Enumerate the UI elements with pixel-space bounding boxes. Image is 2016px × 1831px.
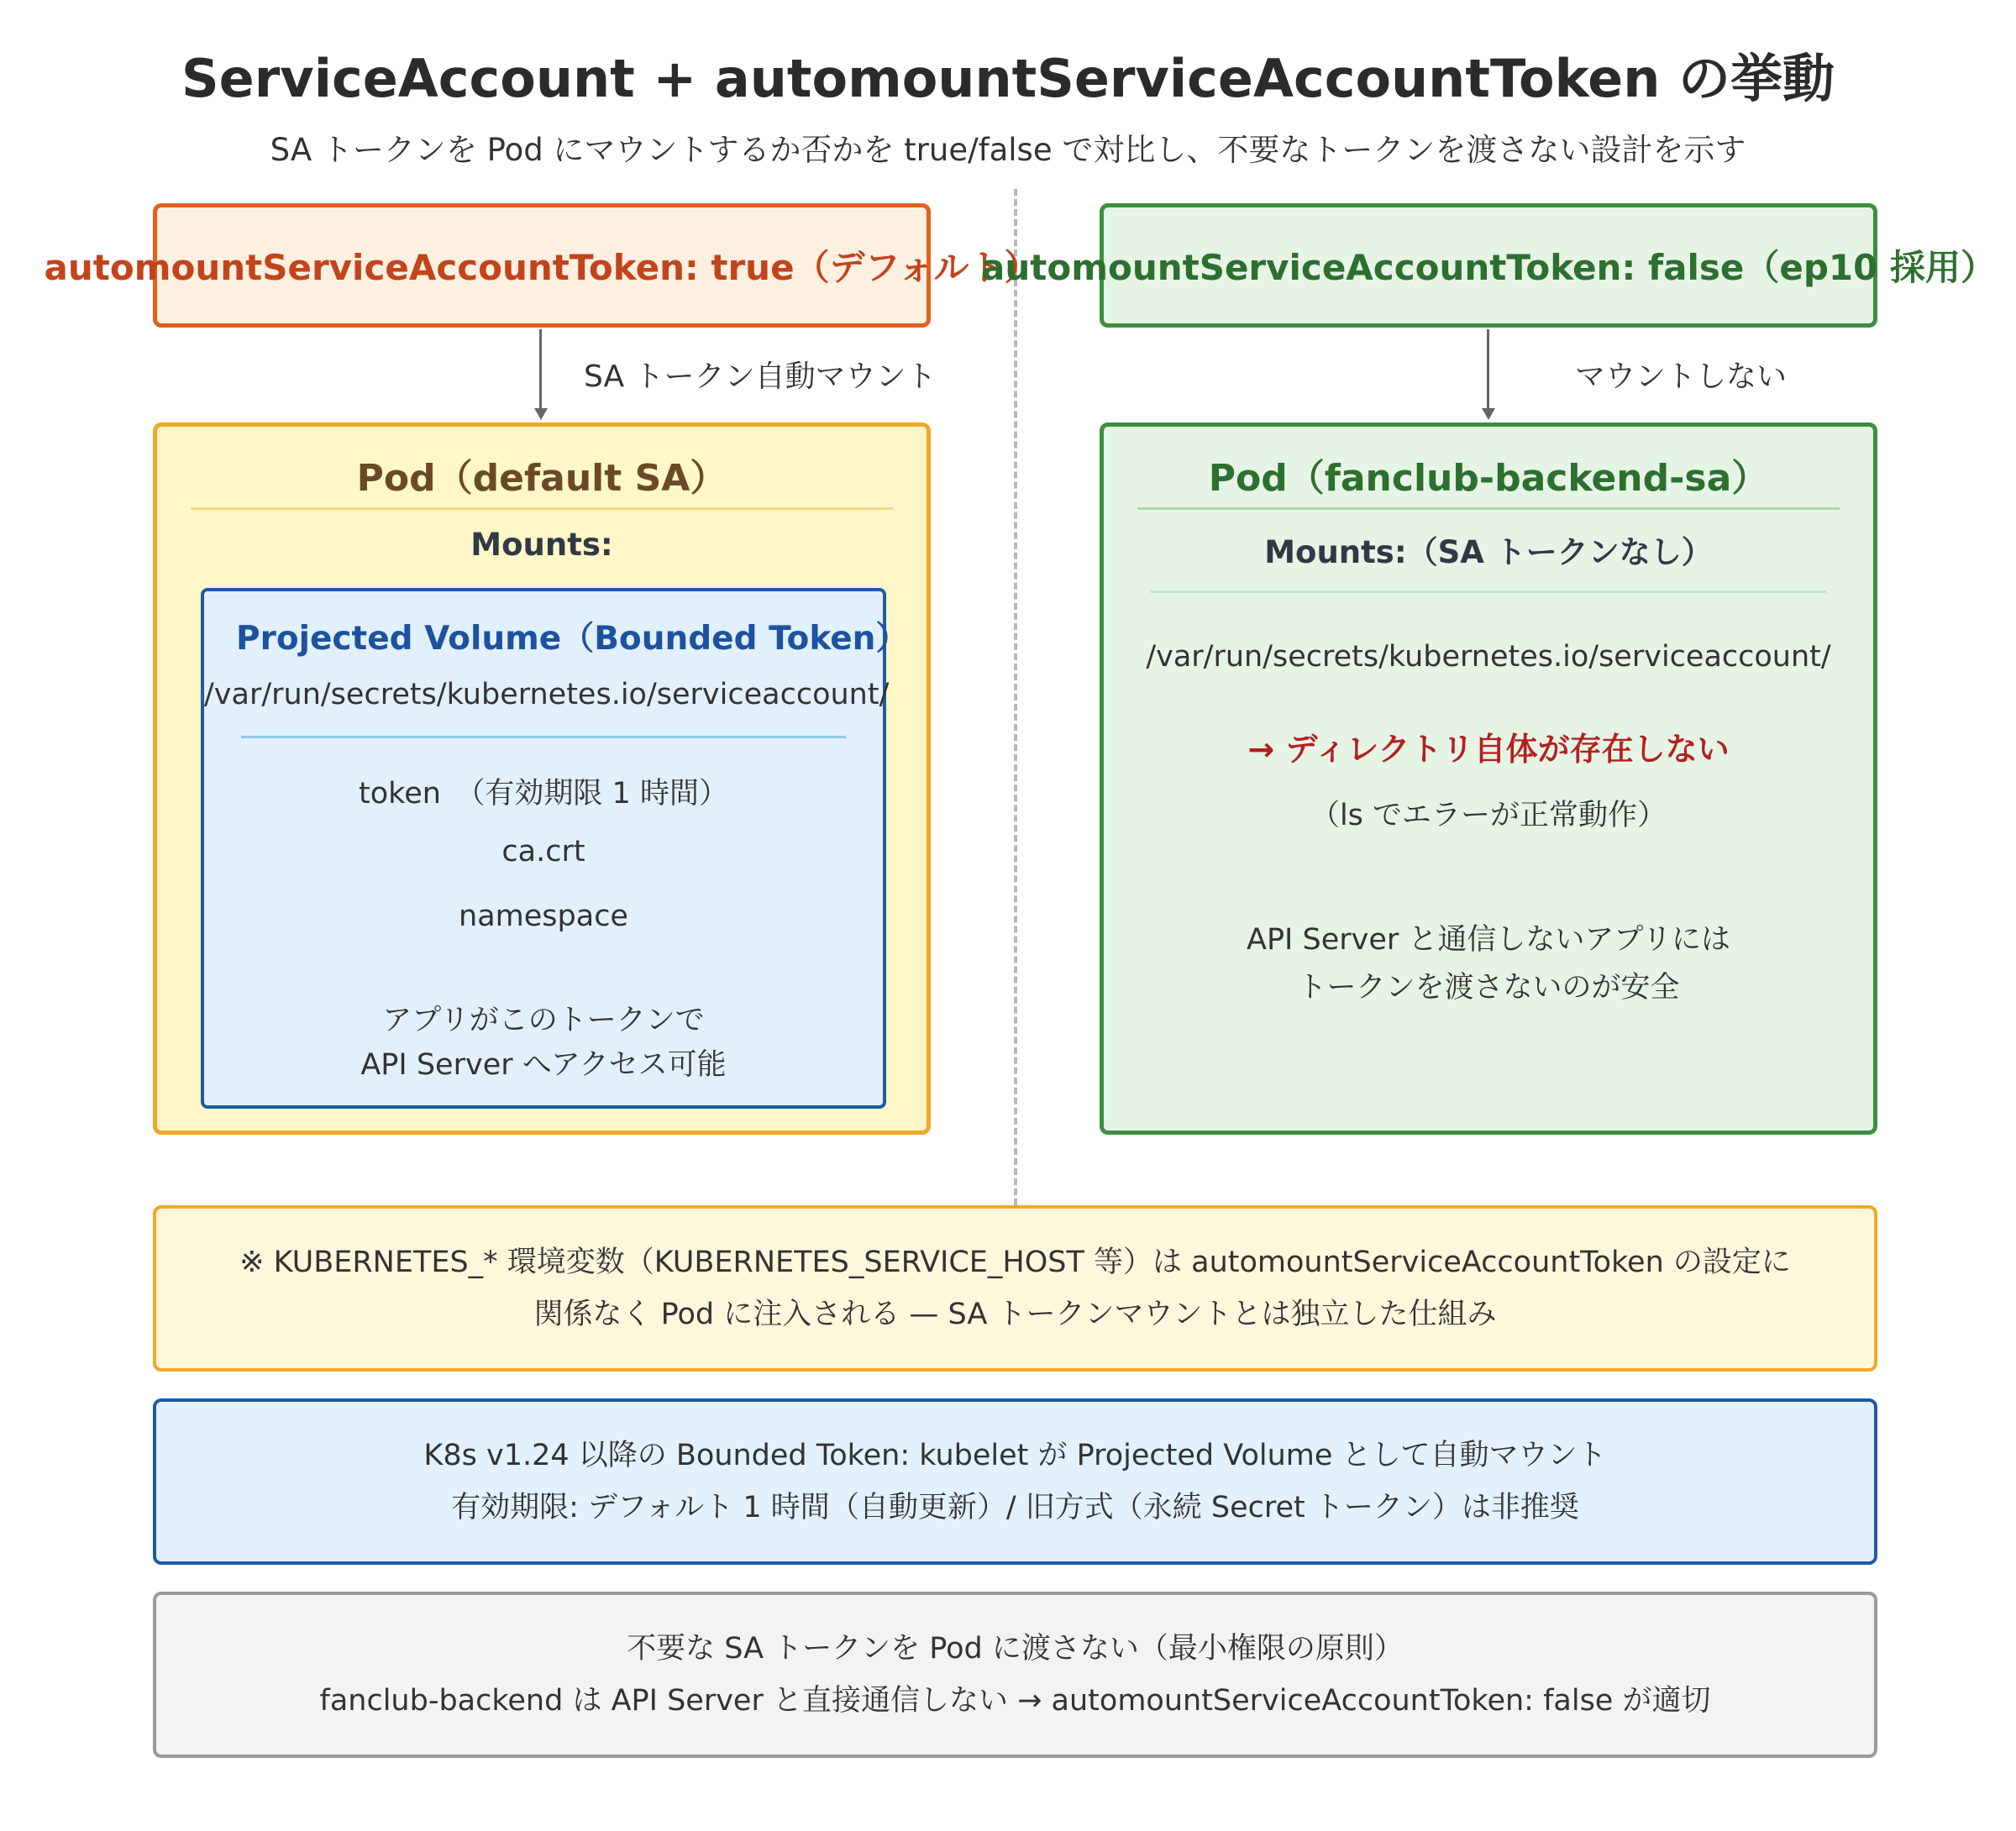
least-privilege-note-line2: fanclub-backend は API Server と直接通信しない → automountServiceAccountToken: false が適切 <box>319 1684 1711 1718</box>
pod-fanclub-rule <box>1137 507 1840 510</box>
mounts-label: Mounts: <box>470 527 613 563</box>
safety-note-line2: トークンを渡さないのが安全 <box>1297 971 1680 1005</box>
pod-fanclub-backend-sa-title: Pod（fanclub-backend-sa） <box>1208 457 1769 500</box>
pod-default-sa-title: Pod（default SA） <box>356 457 727 500</box>
missing-path: /var/run/secrets/kubernetes.io/serviceaccount/ <box>1146 640 1831 674</box>
column-divider <box>1014 189 1017 1205</box>
volume-note-line2: API Server へアクセス可能 <box>360 1048 727 1082</box>
header-true-label: automountServiceAccountToken: true（デフォルト） <box>44 247 1040 288</box>
pod-fanclub-backend-sa <box>1100 422 1877 1135</box>
env-vars-note-line1: ※ KUBERNETES_* 環境変数（KUBERNETES_SERVICE_HOST 等）は automountServiceAccountToken の設定に <box>239 1246 1791 1279</box>
file-ca-crt: ca.crt <box>501 835 585 868</box>
pod-default-sa <box>153 422 931 1135</box>
arrow-left-line <box>539 329 542 410</box>
env-vars-note-line2: 関係なく Pod に注入される — SA トークンマウントとは独立した仕組み <box>533 1298 1497 1331</box>
header-false-label: automountServiceAccountToken: false（ep10 採用） <box>981 247 1996 288</box>
volume-path: /var/run/secrets/kubernetes.io/serviceaccount/ <box>204 678 890 711</box>
volume-note-line1: アプリがこのトークンで <box>382 1004 705 1037</box>
bounded-token-note-line1: K8s v1.24 以降の Bounded Token: kubelet が Projected Volume として自動マウント <box>423 1439 1607 1472</box>
arrow-left-head <box>534 408 548 420</box>
file-token: token （有効期限 1 時間） <box>359 777 728 811</box>
diagram-title: ServiceAccount + automountServiceAccountToken の挙動 <box>181 48 1835 109</box>
arrow-left-label: SA トークン自動マウント <box>584 359 937 394</box>
header-false-ep10 <box>981 203 1996 328</box>
pod-default-sa-rule <box>191 507 893 510</box>
arrow-right-head <box>1482 408 1495 420</box>
projected-volume-title: Projected Volume（Bounded Token） <box>236 620 909 658</box>
safety-note-line1: API Server と通信しないアプリには <box>1247 923 1730 957</box>
arrow-right-label: マウントしない <box>1575 359 1788 394</box>
env-vars-note <box>153 1205 1877 1372</box>
arrow-right-line <box>1487 329 1489 410</box>
mounts-none-label: Mounts:（SA トークンなし） <box>1264 534 1713 570</box>
ls-error-note: （ls でエラーが正常動作） <box>1310 799 1667 832</box>
volume-rule <box>241 736 846 738</box>
least-privilege-note-line1: 不要な SA トークンを Pod に渡さない（最小権限の原則） <box>627 1632 1404 1666</box>
file-namespace: namespace <box>459 900 628 933</box>
bounded-token-note-line2: 有効期限: デフォルト 1 時間（自動更新）/ 旧方式（永続 Secret トークン）は非推奨 <box>451 1491 1579 1524</box>
directory-missing-warning: → ディレクトリ自体が存在しない <box>1247 731 1730 768</box>
bounded-token-note <box>153 1398 1877 1565</box>
mounts-rule <box>1151 590 1826 593</box>
header-true-default <box>44 203 1040 328</box>
diagram-subtitle: SA トークンを Pod にマウントするか否かを true/false で対比し、不要なトークンを渡さない設計を示す <box>270 132 1746 168</box>
projected-volume <box>201 588 909 1109</box>
least-privilege-note <box>153 1592 1877 1758</box>
